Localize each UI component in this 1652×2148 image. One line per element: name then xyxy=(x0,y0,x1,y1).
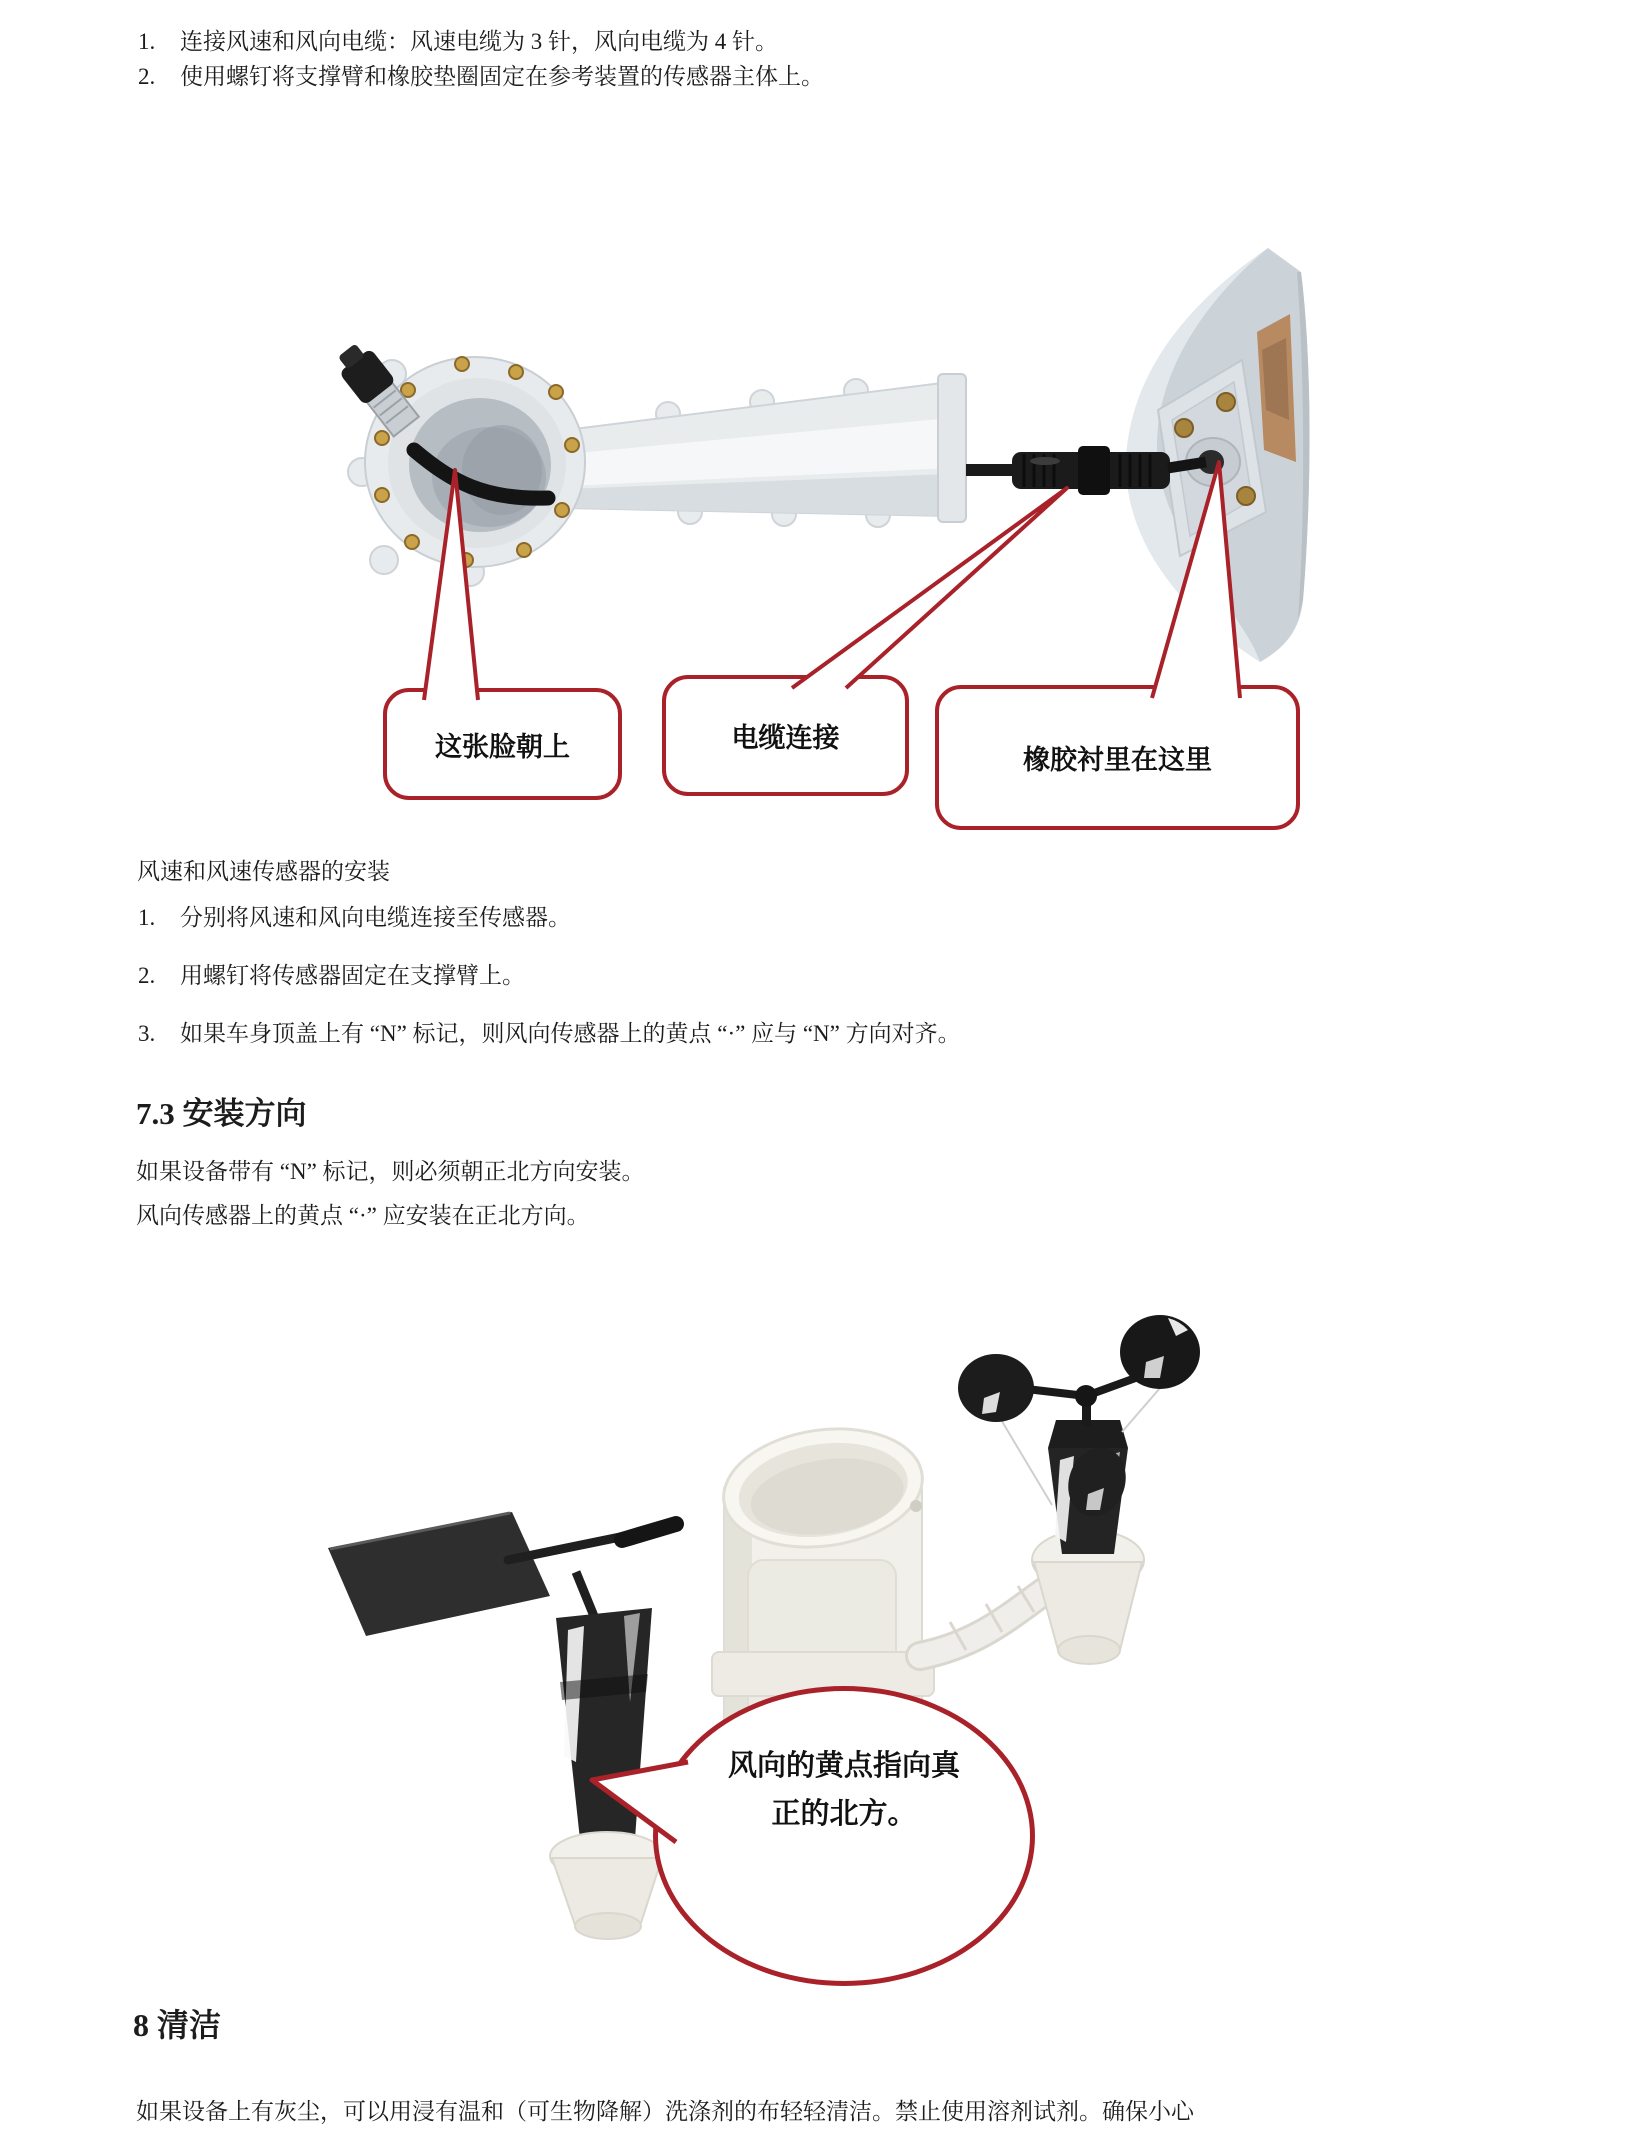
section-8-paragraph: 如果设备上有灰尘，可以用浸有温和（可生物降解）洗涤剂的布轻轻清洁。禁止使用溶剂试剂。确保小心 xyxy=(136,2099,1194,2124)
install-section-title: 风速和风速传感器的安装 xyxy=(137,859,390,884)
callout-face-up xyxy=(383,688,622,800)
list-text: 连接风速和风向电缆：风速电缆为 3 针，风向电缆为 4 针。 xyxy=(180,29,778,54)
anemometer-cups xyxy=(958,1315,1200,1524)
section-7-3-heading: 7.3 安装方向 xyxy=(136,1096,307,1131)
list-text: 使用螺钉将支撑臂和橡胶垫圈固定在参考装置的传感器主体上。 xyxy=(180,64,824,89)
step-number: 3. xyxy=(138,1021,156,1046)
callout-face-up-label: 这张脸朝上 xyxy=(435,731,570,762)
wind-vane xyxy=(328,1512,676,1939)
anemometer-arm xyxy=(920,1586,1052,1656)
callout-cable-connection xyxy=(662,675,909,796)
callout-yellow-dot-north xyxy=(653,1686,1035,1986)
step-text: 用螺钉将传感器固定在支撑臂上。 xyxy=(180,963,525,988)
step-text: 分别将风速和风向电缆连接至传感器。 xyxy=(180,905,571,930)
callout-yellow-dot-north-line2: 正的北方。 xyxy=(771,1798,917,1830)
section-7-3-line-1: 如果设备带有 “N” 标记，则必须朝正北方向安装。 xyxy=(136,1159,645,1184)
list-number: 2. xyxy=(138,64,156,89)
callout-rubber-lining-label: 橡胶衬里在这里 xyxy=(1023,745,1212,775)
section-8-heading: 8 清洁 xyxy=(133,2007,222,2043)
step-text: 如果车身顶盖上有 “N” 标记，则风向传感器上的黄点 “·” 应与 “N” 方向对齐。 xyxy=(180,1021,961,1046)
vane-counterweight xyxy=(622,1524,676,1540)
callout-rubber-lining xyxy=(935,685,1300,830)
vane-paddle xyxy=(328,1512,550,1636)
step-number: 1. xyxy=(138,905,156,930)
callout-yellow-dot-north-line1: 风向的黄点指向真 xyxy=(727,1750,960,1782)
list-number: 1. xyxy=(138,29,156,54)
section-7-3-line-2: 风向传感器上的黄点 “·” 应安装在正北方向。 xyxy=(136,1203,590,1228)
callout-cable-connection-label: 电缆连接 xyxy=(731,723,840,753)
step-number: 2. xyxy=(138,963,156,988)
